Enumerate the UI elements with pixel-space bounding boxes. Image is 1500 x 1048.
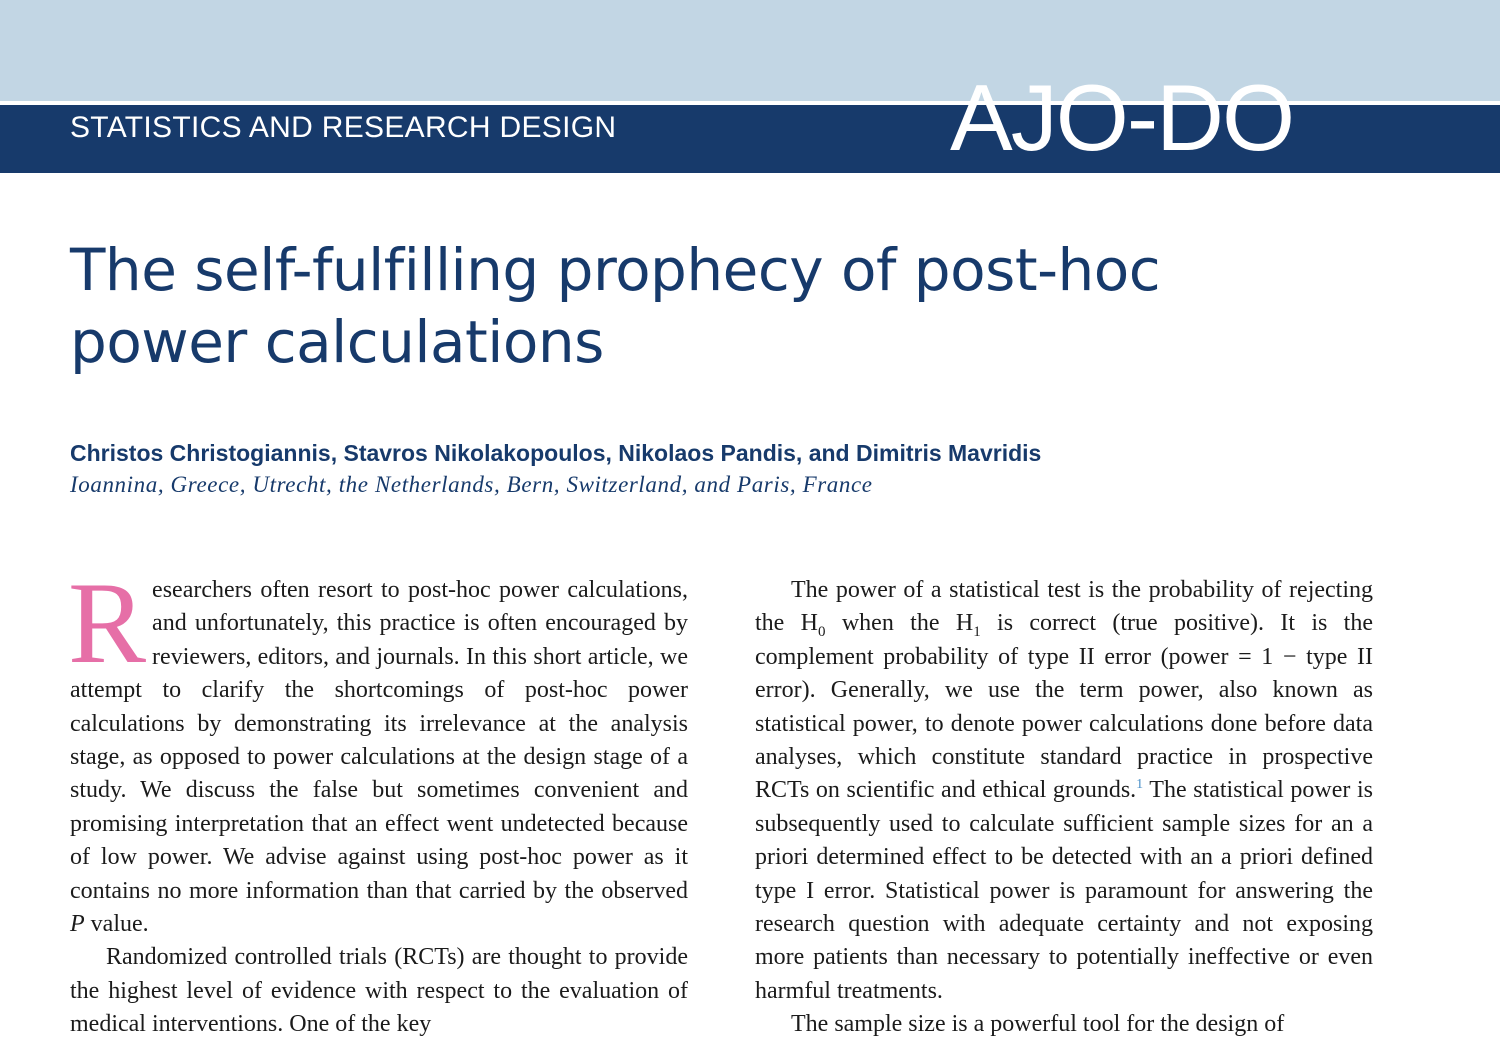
paragraph-text: The statistical power is subsequently used to calculate sufficient sample sizes for an a priori determined effect to be detected with an a priori defined type I error. Statistical power is paramount for answering the research question with adequate certainty and not exposing more patients than necessary to potentially ineffective or even harmful treatments.: [755, 777, 1373, 1004]
author-list: Christos Christogiannis, Stavros Nikolakopoulos, Nikolaos Pandis, and Dimitris Mavridis: [70, 440, 1042, 466]
paragraph-text: when the H: [825, 610, 974, 637]
abstract-end: value.: [84, 911, 149, 938]
journal-logo: AJO-DO: [950, 65, 1294, 170]
author-affiliations: Ioannina, Greece, Utrecht, the Netherlands, Bern, Switzerland, and Paris, France: [70, 472, 873, 497]
paragraph-text: The power of a statistical test is the probability of rejecting the H: [755, 577, 1373, 637]
reference-link[interactable]: 1: [1136, 777, 1144, 793]
drop-cap: R: [68, 559, 147, 688]
subscript: 0: [818, 624, 826, 641]
section-label: STATISTICS AND RESEARCH DESIGN: [70, 111, 617, 144]
article-title: The self-fulfilling prophecy of post-hoc power calculations: [70, 236, 1161, 376]
body-paragraph: Randomized controlled trials (RCTs) are thought to provide the highest level of evidence with respect to the evaluation of medical interventions. One of the key: [70, 944, 688, 1038]
p-value-symbol: P: [70, 911, 85, 938]
subscript: 1: [973, 624, 981, 641]
body-column-right: [755, 574, 1373, 1042]
body-paragraph: The sample size is a powerful tool for the design of: [791, 1011, 1285, 1038]
abstract-text: esearchers often resort to post-hoc power calculations, and unfortunately, this practice is often encouraged by reviewers, editors, and journals. In this short article, we attempt to clarify the shortcomings of post-hoc power calculations by demonstrating its irrelevance at the analysis stage, as opposed to power calculations at the design stage of a study. We discuss the false but sometimes convenient and promising interpretation that an effect went undetected because of low power. We advise against using post-hoc power as it contains no more information than that carried by the observed: [70, 577, 688, 904]
body-column-left: [68, 559, 688, 1042]
body-paragraph: [755, 574, 1373, 1008]
paragraph-text: is correct (true positive). It is the complement probability of type II error (power = 1 − type II error). Generally, we use the term power, also known as statistical power, to denote power calculations done before data analyses, which constitute standard practice in prospective RCTs on scientific and ethical grounds.: [755, 610, 1374, 804]
abstract-paragraph: [68, 559, 688, 941]
